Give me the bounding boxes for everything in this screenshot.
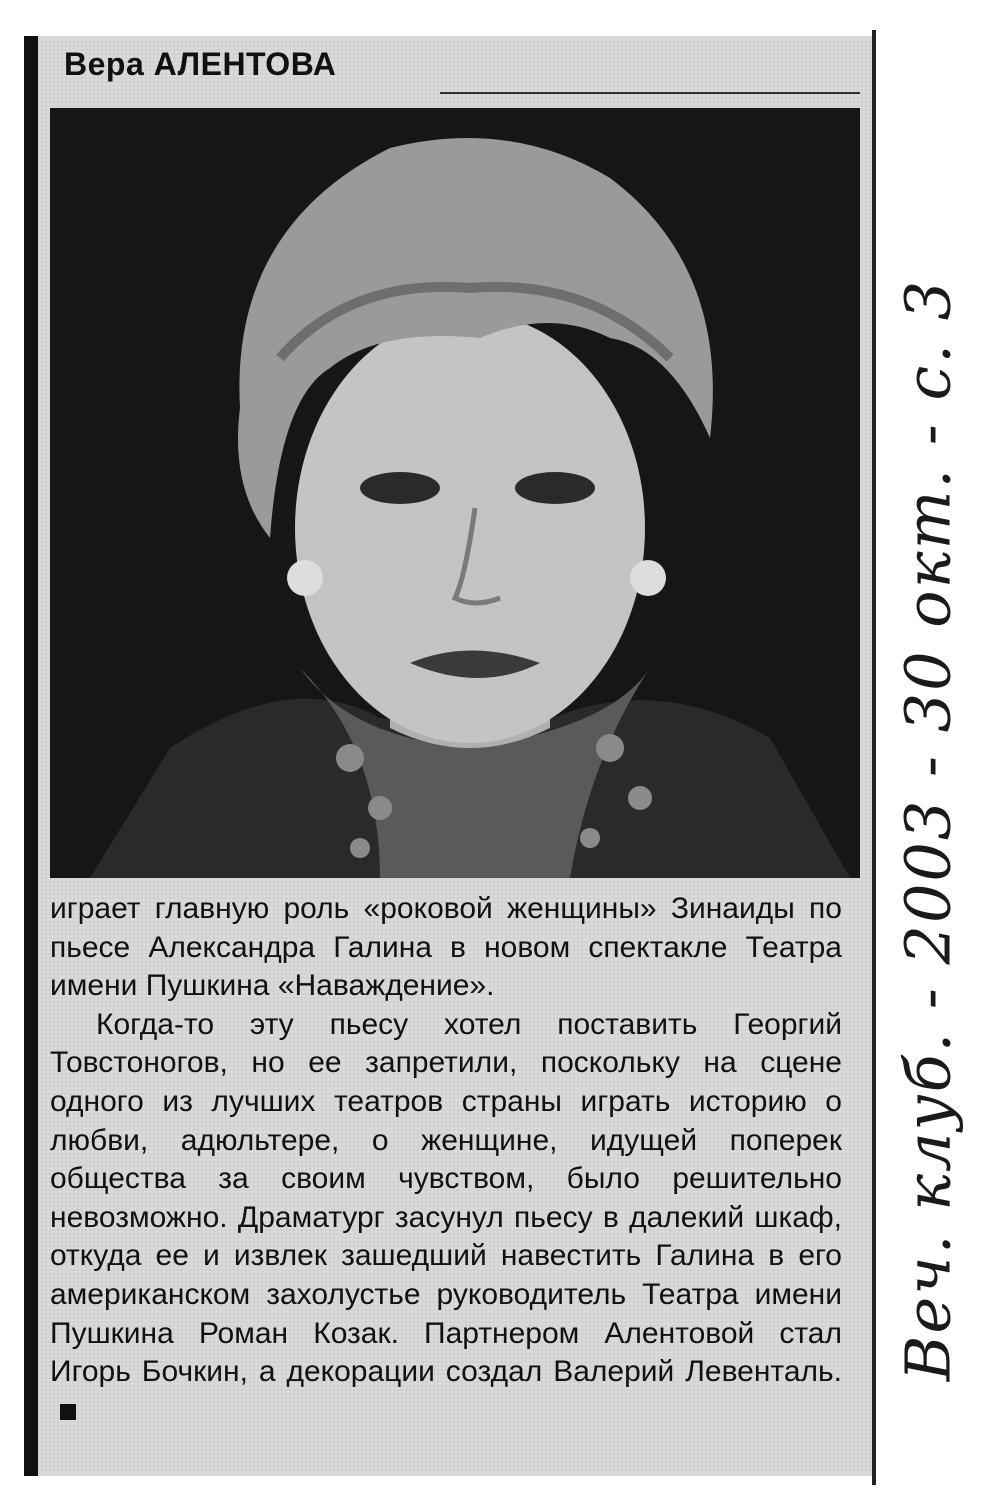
- portrait-illustration: [50, 108, 860, 878]
- article-paragraph-main: [50, 1006, 842, 1431]
- left-border-rule: [24, 36, 38, 1476]
- article-paragraph-text: Когда-то эту пьесу хотел поставить Георгий Товстоногов, но ее запретили, поскольку на сцене одного из лучших театров страны играть историю о любви, адюльтере, о женщине, идущей поперек общества за своим чувством, было решительно невозможно. Драматург засунул пьесу в далекий шкаф, откуда ее и извлек зашедший навестить Галина в его американском захолустье руководитель Театра имени Пушкина Роман Козак. Партнером Алентовой стал Игорь Бочкин, а декорации создал Валерий Левенталь.: [50, 1007, 842, 1389]
- handwritten-annotation-text: Веч. клуб. - 2003 - 30 окт. - с. 3: [891, 278, 965, 1382]
- article-headline: Вера АЛЕНТОВА: [64, 46, 337, 82]
- portrait-photo: [50, 108, 860, 878]
- end-of-article-square-icon: [60, 1404, 76, 1420]
- article-paragraph-lead: играет главную роль «роковой женщины» Зинаиды по пьесе Александра Галина в новом спектакле Театра имени Пушкина «Наваждение».: [50, 892, 842, 1003]
- article-body: [50, 890, 842, 1430]
- right-border-rule: [872, 30, 876, 1485]
- headline-underline: [440, 92, 860, 94]
